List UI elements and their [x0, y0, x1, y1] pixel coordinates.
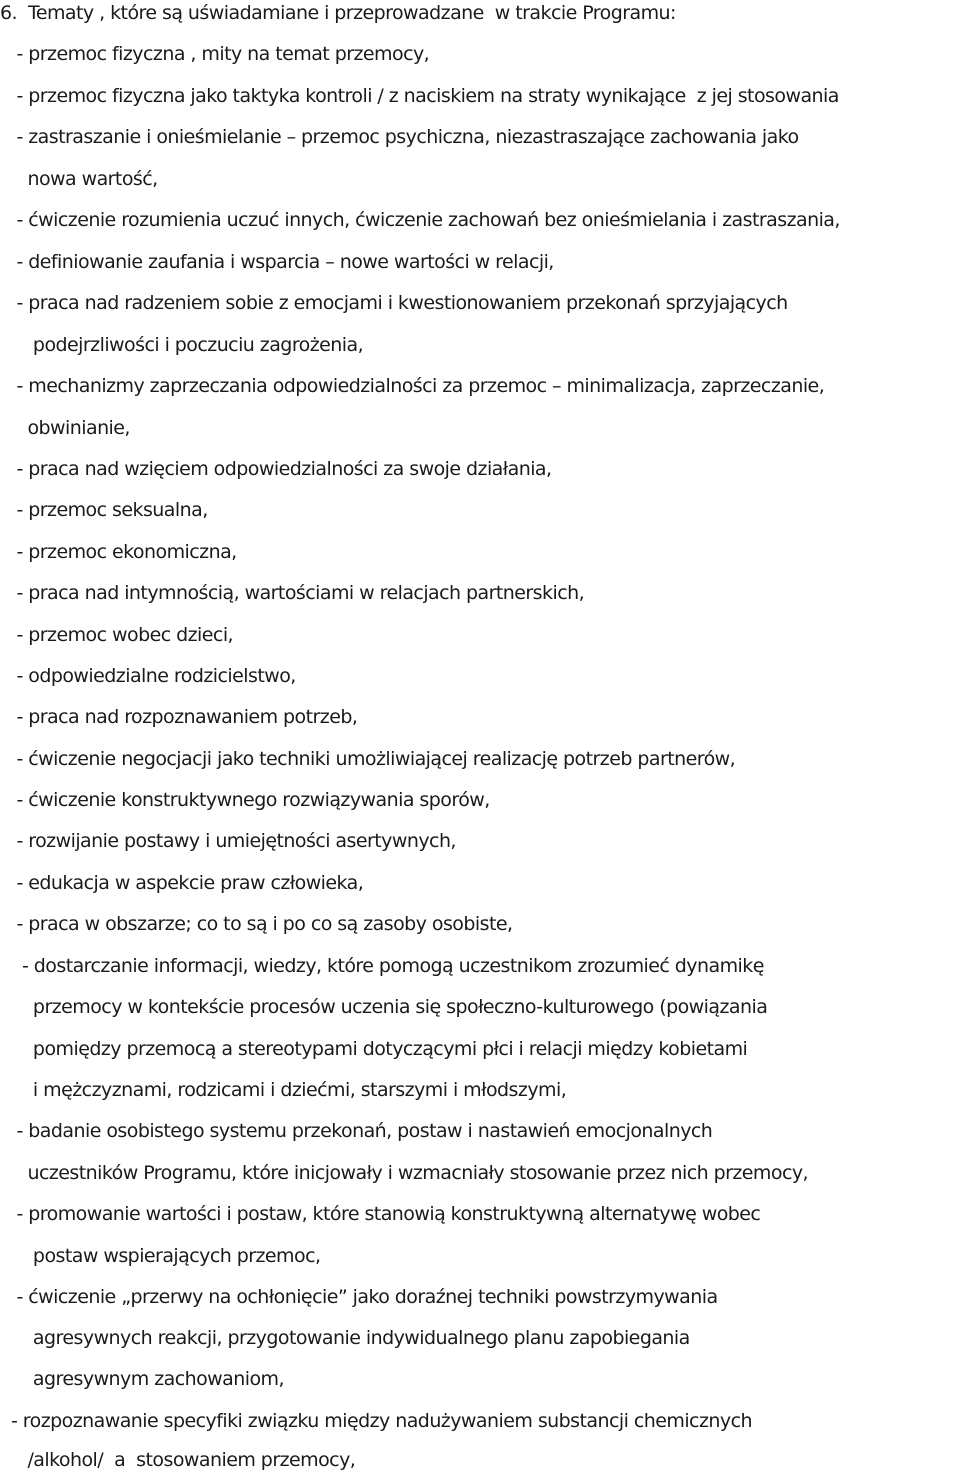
list-item: - promowanie wartości i postaw, które stanowią konstruktywną alternatywę wobec	[0, 1203, 761, 1225]
list-item-continuation: obwinianie,	[0, 417, 130, 439]
list-item-continuation: podejrzliwości i poczuciu zagrożenia,	[0, 334, 364, 356]
list-item-continuation: postaw wspierających przemoc,	[0, 1245, 321, 1267]
list-item: - przemoc fizyczna , mity na temat przemocy,	[0, 43, 430, 65]
list-item: - przemoc wobec dzieci,	[0, 624, 234, 646]
list-item: - praca w obszarze; co to są i po co są zasoby osobiste,	[0, 913, 513, 935]
list-item: - ćwiczenie „przerwy na ochłonięcie” jako doraźnej techniki powstrzymywania	[0, 1286, 718, 1308]
list-item: - przemoc fizyczna jako taktyka kontroli / z naciskiem na straty wynikające z jej stosowania	[0, 85, 839, 107]
list-item-continuation: uczestników Programu, które inicjowały i wzmacniały stosowanie przez nich przemocy,	[0, 1162, 809, 1184]
list-item: - rozwijanie postawy i umiejętności asertywnych,	[0, 830, 456, 852]
section-heading: 6. Tematy , które są uświadamiane i przeprowadzane w trakcie Programu:	[0, 2, 676, 24]
list-item: - rozpoznawanie specyfiki związku między nadużywaniem substancji chemicznych	[0, 1410, 752, 1432]
list-item: - praca nad radzeniem sobie z emocjami i kwestionowaniem przekonań sprzyjających	[0, 292, 788, 314]
list-item-continuation: i mężczyznami, rodzicami i dziećmi, starszymi i młodszymi,	[0, 1079, 567, 1101]
list-item: - ćwiczenie rozumienia uczuć innych, ćwiczenie zachowań bez onieśmielania i zastraszania,	[0, 209, 840, 231]
list-item: - badanie osobistego systemu przekonań, postaw i nastawień emocjonalnych	[0, 1120, 713, 1142]
list-item: - ćwiczenie konstruktywnego rozwiązywania sporów,	[0, 789, 490, 811]
list-item: - edukacja w aspekcie praw człowieka,	[0, 872, 364, 894]
list-item-continuation: agresywnych reakcji, przygotowanie indywidualnego planu zapobiegania	[0, 1327, 690, 1349]
list-item-continuation: nowa wartość,	[0, 168, 158, 190]
list-item: - definiowanie zaufania i wsparcia – nowe wartości w relacji,	[0, 251, 554, 273]
list-item: - praca nad wzięciem odpowiedzialności za swoje działania,	[0, 458, 552, 480]
list-item-continuation: /alkohol/ a stosowaniem przemocy,	[0, 1449, 356, 1471]
list-item: - ćwiczenie negocjacji jako techniki umożliwiającej realizację potrzeb partnerów,	[0, 748, 736, 770]
list-item: - odpowiedzialne rodzicielstwo,	[0, 665, 296, 687]
list-item: - mechanizmy zaprzeczania odpowiedzialności za przemoc – minimalizacja, zaprzeczanie,	[0, 375, 825, 397]
list-item: - przemoc ekonomiczna,	[0, 541, 237, 563]
list-item-continuation: pomiędzy przemocą a stereotypami dotyczącymi płci i relacji między kobietami	[0, 1038, 748, 1060]
list-item: - praca nad rozpoznawaniem potrzeb,	[0, 706, 358, 728]
list-item: - zastraszanie i onieśmielanie – przemoc psychiczna, niezastraszające zachowania jako	[0, 126, 799, 148]
list-item-continuation: przemocy w kontekście procesów uczenia się społeczno-kulturowego (powiązania	[0, 996, 768, 1018]
list-item: - praca nad intymnością, wartościami w relacjach partnerskich,	[0, 582, 585, 604]
list-item: - dostarczanie informacji, wiedzy, które pomogą uczestnikom zrozumieć dynamikę	[0, 955, 764, 977]
list-item-continuation: agresywnym zachowaniom,	[0, 1368, 284, 1390]
list-item: - przemoc seksualna,	[0, 499, 208, 521]
